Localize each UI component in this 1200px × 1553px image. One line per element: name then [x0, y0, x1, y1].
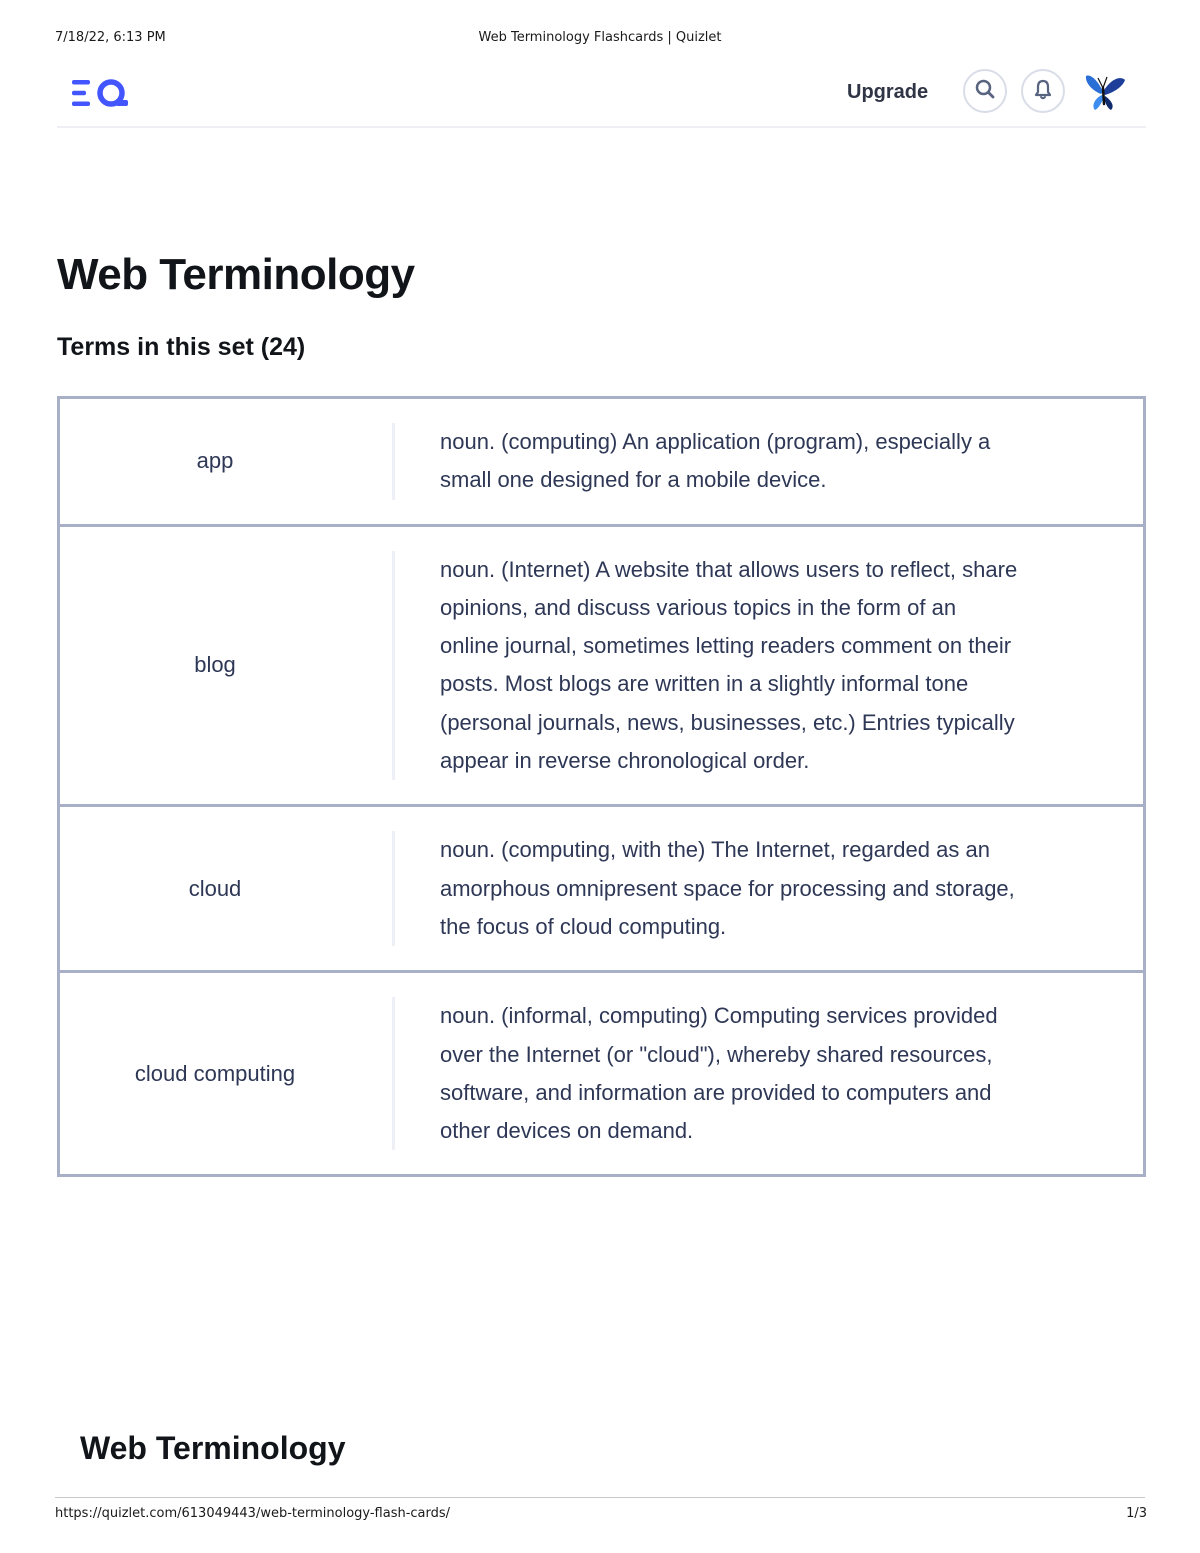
- user-avatar[interactable]: [1081, 68, 1129, 116]
- term-word: app: [196, 448, 234, 474]
- terms-heading: [57, 333, 305, 362]
- print-footer: [0, 1506, 1200, 1526]
- print-url: https://quizlet.com/613049443/web-terminology-flash-cards/: [55, 1506, 451, 1521]
- term-word: cloud computing: [134, 1060, 296, 1086]
- term-card: [57, 970, 1146, 1177]
- notifications-button[interactable]: [1021, 69, 1065, 113]
- term-card: [57, 524, 1146, 808]
- terms-count: ( 24 ): [254, 333, 305, 361]
- bottom-set-title: Web Terminology: [80, 1430, 346, 1466]
- term-word: blog: [194, 652, 236, 678]
- term-definition: noun. (Internet) A website that allows users to reflect, share opinions, and discuss various topics in the form of an online journal, sometimes letting readers comment on their posts. Most blogs are written in a slightly informal tone (personal journals, news, businesses, etc.) Entries typically appear in reverse chronological order.: [440, 556, 1018, 774]
- print-date: 7/18/22, 6:13 PM: [55, 30, 166, 45]
- print-header: [0, 30, 1200, 50]
- term-card: [57, 396, 1146, 527]
- terms-label: Terms in this set: [57, 333, 254, 361]
- card-divider: [392, 551, 395, 781]
- term-definition: noun. (computing) An application (program), especially a small one designed for a mobile device.: [440, 429, 991, 493]
- term-list: [57, 396, 1146, 1177]
- term-word: cloud: [188, 875, 242, 901]
- footer-divider: [55, 1497, 1145, 1498]
- upgrade-button[interactable]: Upgrade: [847, 81, 929, 103]
- top-navigation-bar: [57, 64, 1146, 128]
- print-page-title: Web Terminology Flashcards | Quizlet: [478, 30, 722, 45]
- print-page-number: 1/3: [1126, 1506, 1147, 1521]
- bell-icon: [1032, 78, 1054, 105]
- search-icon: [974, 78, 996, 105]
- set-title: Web Terminology: [57, 250, 415, 299]
- card-divider: [392, 831, 395, 946]
- quizlet-logo-icon[interactable]: [72, 78, 132, 108]
- term-definition: noun. (informal, computing) Computing services provided over the Internet (or "cloud"), whereby shared resources, software, and information are provided to computers and other devices on demand.: [440, 1003, 998, 1144]
- term-definition: noun. (computing, with the) The Internet, regarded as an amorphous omnipresent space for processing and storage, the focus of cloud computing.: [440, 837, 1015, 939]
- term-card: [57, 804, 1146, 973]
- butterfly-avatar-icon: [1081, 103, 1129, 120]
- card-divider: [392, 423, 395, 500]
- search-button[interactable]: [963, 69, 1007, 113]
- card-divider: [392, 997, 395, 1150]
